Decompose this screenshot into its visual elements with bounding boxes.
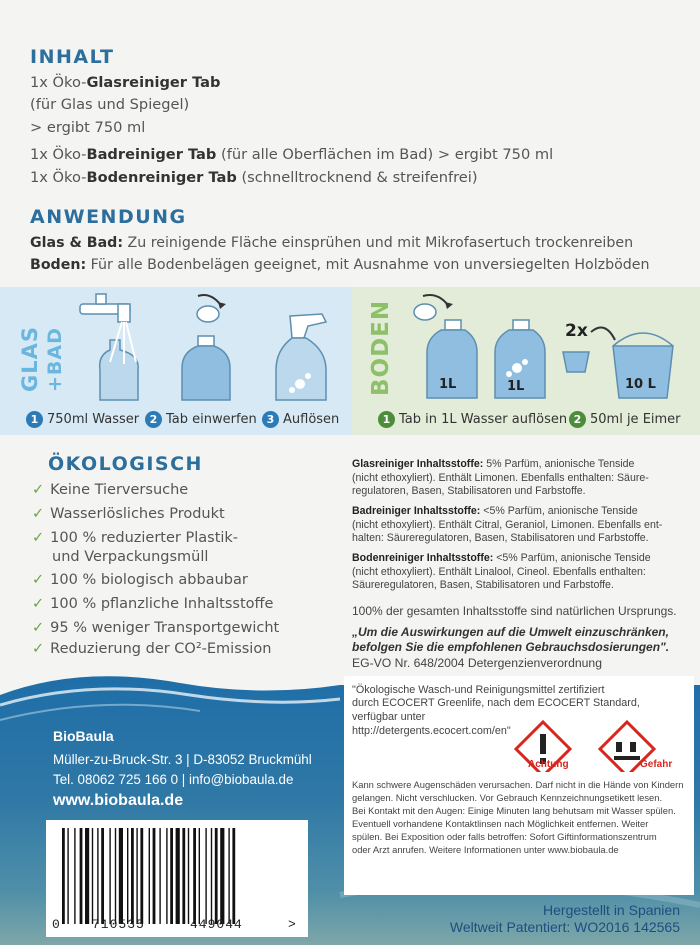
check-icon: ✓ <box>32 572 45 588</box>
company-website: www.biobaula.de <box>53 792 184 809</box>
boden-step-1: 1 Tab in 1L Wasser auflösen <box>378 411 567 428</box>
check-icon: ✓ <box>32 482 45 498</box>
eco-item: ✓ Reduzierung der CO²-Emission <box>32 641 272 657</box>
svg-text:10 L: 10 L <box>625 377 656 392</box>
made-in-text: Hergestellt in Spanien <box>543 902 680 918</box>
barcode-arrow: > <box>288 917 297 932</box>
inhalt-line-glas: 1x Öko-Glasreiniger Tab <box>30 74 221 91</box>
inhalt-heading: INHALT <box>30 46 115 68</box>
barcode <box>46 820 308 937</box>
tab-drop-icon-boden <box>414 295 453 320</box>
check-icon: ✓ <box>32 641 45 657</box>
bottle-1l-dissolve-icon <box>495 320 545 398</box>
bottle-water-icon <box>100 322 138 400</box>
dosage-quote: „Um die Auswirkungen auf die Umwelt einzuschränken, befolgen Sie die empfohlenen Gebrauchsdosierungen". <box>352 625 670 654</box>
inhalt-line-glas-yield: > ergibt 750 ml <box>30 119 146 136</box>
svg-text:1L: 1L <box>439 377 457 392</box>
barcode-digits-right: 449044 <box>190 917 243 932</box>
boden-side-label: BODEN <box>368 299 394 396</box>
bottle-tab-icon <box>182 336 230 400</box>
inhalt-line-bad: 1x Öko-Badreiniger Tab (für alle Oberflächen im Bad) > ergibt 750 ml <box>30 146 554 163</box>
natural-origin: 100% der gesamten Inhaltsstoffe sind natürlichen Ursprungs. <box>352 604 677 618</box>
inhalt-line-boden: 1x Öko-Bodenreiniger Tab (schnelltrocknend & streifenfrei) <box>30 169 478 186</box>
eco-item: ✓ 100 % pflanzliche Inhaltsstoffe <box>32 596 274 612</box>
eco-item: ✓ 95 % weniger Transportgewicht <box>32 620 280 636</box>
ecocert-text: "Ökologische Wasch-und Reinigungsmittel zertifiziert durch ECOCERT Greenlife, nach dem ECOCERT Standard, verfügbar unter http://detergents.ecocert.com/en" <box>352 684 640 738</box>
check-icon: ✓ <box>32 596 45 612</box>
spray-bottle-icon <box>276 314 326 400</box>
anwendung-heading: ANWENDUNG <box>30 206 187 228</box>
okologisch-heading: ÖKOLOGISCH <box>48 453 203 475</box>
boden-ingredients: Bodenreiniger Inhaltsstoffe: <5% Parfüm, anionische Tenside (nicht ethoxyliert). Enthält Linalool, Cineol. Ebenfalls enthalten: Säureregulatoren, Basen, Stabilisatoren und Farbstoffe. <box>352 552 651 592</box>
anwendung-boden: Boden: Für alle Bodenbelägen geeignet, mit Ausnahme von unversiegelten Holzböden <box>30 257 650 273</box>
hazard-warning-text: Kann schwere Augenschäden verursachen. Darf nicht in die Hände von Kindern gelangen. Nicht verschlucken. Vor Gebrauch Kennzeichnungsetikett lesen. Bei Kontakt mit den Augen: Einige Minuten lang behutsam mit Wasser spülen. Eventuell vorhandene Kontaktlinsen nach Möglichkeit entfernen. Weiter spülen. Bei Exposition oder falls betroffen: Sofort Giftinformationszentrum oder Arzt anrufen. Weitere Informationen unter www.biobaula.de <box>352 779 684 855</box>
barcode-bars <box>60 828 296 924</box>
eco-item: ✓ Keine Tierversuche <box>32 482 189 498</box>
eco-item: ✓ 100 % reduzierter Plastik- <box>32 530 239 546</box>
svg-text:1L: 1L <box>507 379 525 394</box>
svg-text:2x: 2x <box>565 321 588 341</box>
glas-step-1: 1 750ml Wasser <box>26 411 139 428</box>
glas-side-label: GLAS <box>18 326 42 392</box>
cup-icon <box>563 321 615 372</box>
eco-item-cont: und Verpackungsmüll <box>52 549 209 565</box>
bad-ingredients: Badreiniger Inhaltsstoffe: <5% Parfüm, anionische Tenside (nicht ethoxyliert). Enthält Citral, Geraniol, Limonen. Ebenfalls ent- halten: Säureregulatoren, Basen, Stabilisatoren und Farbstoffe. <box>352 505 663 545</box>
check-icon: ✓ <box>32 506 45 522</box>
inhalt-line-glas-sub: (für Glas und Spiegel) <box>30 96 190 113</box>
check-icon: ✓ <box>32 530 45 546</box>
check-icon: ✓ <box>32 620 45 636</box>
company-contact: Tel. 08062 725 166 0 | info@biobaula.de <box>53 772 294 787</box>
tab-drop-icon <box>197 295 226 322</box>
eco-item: ✓ Wasserlösliches Produkt <box>32 506 225 522</box>
glas-bad-pictograms <box>70 290 350 408</box>
glas-step-2: 2 Tab einwerfen <box>145 411 257 428</box>
eg-vo-text: EG-VO Nr. 648/2004 Detergenzienverordnung <box>352 656 602 670</box>
anwendung-glas: Glas & Bad: Zu reinigende Fläche einsprühen und mit Mikrofasertuch trockenreiben <box>30 235 634 251</box>
bucket-10l-icon <box>613 333 673 398</box>
achtung-label: Achtung <box>528 759 569 770</box>
eco-item: ✓ 100 % biologisch abbaubar <box>32 572 248 588</box>
glas-ingredients: Glasreiniger Inhaltsstoffe: 5% Parfüm, anionische Tenside (nicht ethoxyliert). Enthält Limonen. Ebenfalls enthalten: Säure- regulatoren, Basen, Stabilisatoren und Farbstoffe. <box>352 458 649 498</box>
glas-step-3: 3 Auflösen <box>262 411 339 428</box>
barcode-digit-lead: 0 <box>52 917 61 932</box>
boden-step-2: 2 50ml je Eimer <box>569 411 681 428</box>
barcode-digits-left: 710535 <box>92 917 145 932</box>
faucet-icon <box>80 294 130 322</box>
bottle-1l-icon <box>427 320 477 398</box>
bad-side-label: +BAD <box>44 327 66 392</box>
company-name: BioBaula <box>53 728 114 744</box>
boden-pictograms <box>405 290 695 408</box>
patent-text: Weltweit Patentiert: WO2016 142565 <box>449 919 680 935</box>
company-address: Müller-zu-Bruck-Str. 3 | D-83052 Bruckmühl <box>53 752 312 767</box>
gefahr-label: Gefahr <box>640 759 673 770</box>
